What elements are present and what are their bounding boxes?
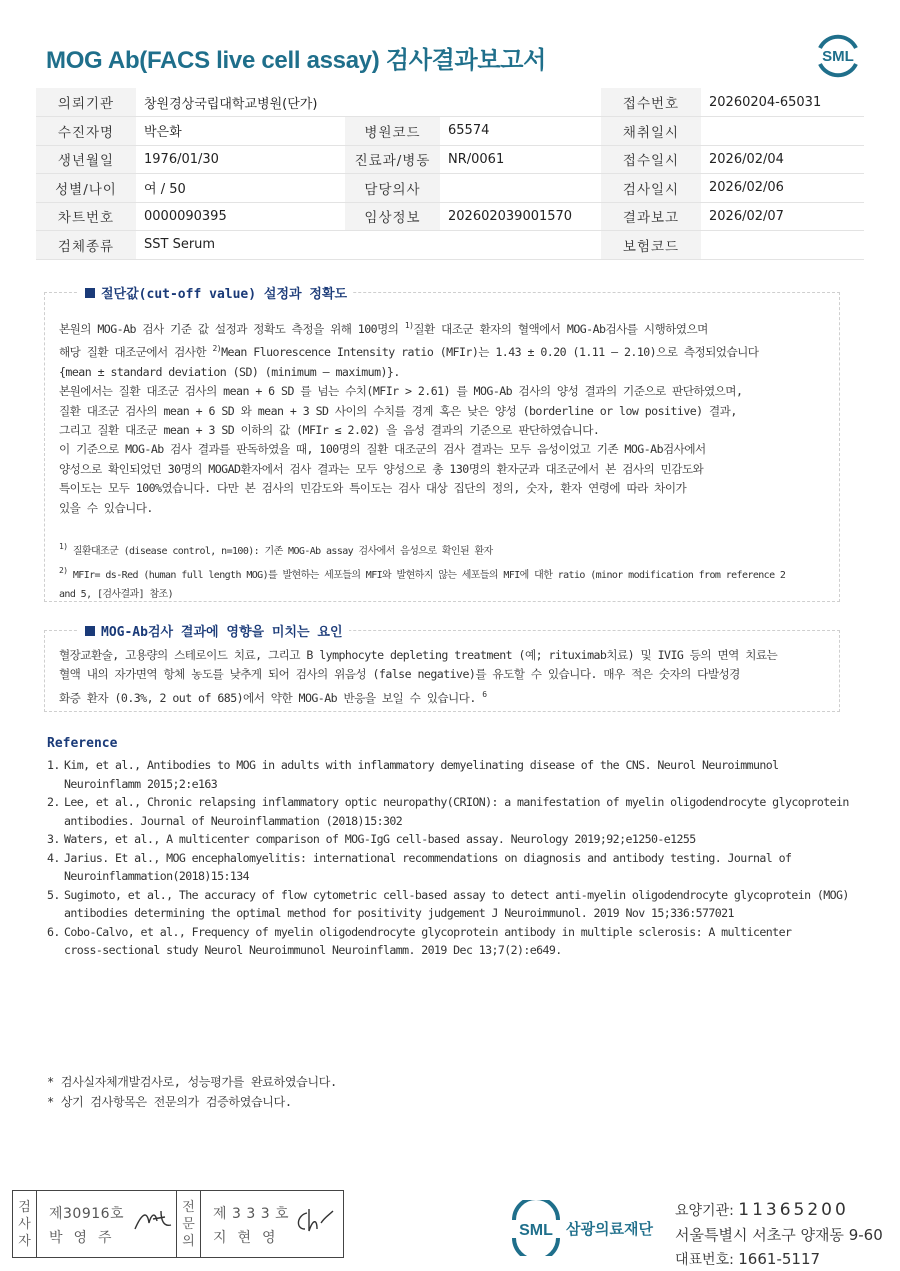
info-label: 담당의사 — [345, 174, 440, 203]
info-label: 성별/나이 — [36, 174, 136, 203]
info-value — [701, 231, 864, 260]
phone: 대표번호: 1661-5117 — [675, 1250, 821, 1268]
info-label: 의뢰기관 — [36, 88, 136, 117]
handwritten-signature-icon — [131, 1205, 175, 1235]
info-value: 창원경상국립대학교병원(단가) — [136, 88, 601, 117]
tester-name: 박영주 — [49, 1230, 123, 1246]
info-value: SST Serum — [136, 231, 601, 260]
info-value: 2026/02/06 — [701, 174, 864, 203]
para-line: 이 기준으로 MOG-Ab 검사 결과를 판독하였을 때, 100명의 질환 대조군의 검사 결과는 모두 음성이었고 기존 MOG-Ab검사에서 — [59, 442, 706, 457]
para-line: 혈액 내의 자가면역 항체 농도를 낮추게 되어 검사의 위음성 (false negative)를 유도할 수 있습니다. 매우 적은 숫자의 다발성경 — [59, 667, 740, 682]
para-line: {mean ± standard deviation (SD) (minimum – maximum)}. — [59, 364, 400, 379]
info-row — [36, 117, 864, 146]
patient-info-table — [36, 88, 864, 260]
info-label: 임상정보 — [345, 202, 440, 231]
info-row — [36, 145, 864, 174]
info-row — [36, 202, 864, 231]
factors-section — [44, 625, 840, 712]
reference-item: 5. Sugimoto, et al., The accuracy of flow cytometric cell-based assay to detect anti-myelin oligodendrocyte glycoprotein (MOG) antibodies determining the optimal method for positivity judgement J Neuroimmunol. 2019 Nov 15;336:577021 — [47, 887, 849, 920]
footnote: $^{2)}$ MFIr= ds-Red (human full length MOG)를 발현하는 세포들의 MFI와 발현하지 않는 세포들의 MFI에 대한 ratio (minor modification from reference 2 — [59, 566, 786, 581]
footnotes — [59, 537, 831, 604]
footnote: $^{1)}$ 질환대조군 (disease control, n=100): 기존 MOG-Ab assay 검사에서 음성으로 확인된 환자 — [59, 542, 493, 557]
reference-item: 1. Kim, et al., Antibodies to MOG in adults with inflammatory demyelinating disease of the CNS. Neurol Neuroimmunol Neuroinflamm 2015;2:e163 — [47, 758, 779, 791]
foundation-logo-icon — [510, 1200, 660, 1256]
organization-info — [675, 1198, 883, 1271]
info-label: 진료과/병동 — [345, 145, 440, 174]
info-value: NR/0061 — [440, 145, 601, 174]
info-label: 생년월일 — [36, 145, 136, 174]
section-heading — [77, 283, 353, 302]
info-value — [701, 117, 864, 146]
info-value: 0000090395 — [136, 202, 345, 231]
institution-code: 요양기관: 11365200 — [675, 1200, 849, 1220]
foundation-name: 삼광의료재단 — [566, 1220, 653, 1238]
signature-box — [12, 1190, 344, 1258]
cutoff-paragraph — [59, 316, 829, 518]
reference-item: 6. Cobo-Calvo, et al., Frequency of myelin oligodendrocyte glycoprotein antibody in multiple sclerosis: A multicenter cross-sectional study Neurol Neuroimmunol Neuroinflamm. 2019 Dec 13;7(2):e649. — [47, 924, 792, 957]
handwritten-signature-icon — [293, 1205, 337, 1235]
info-label: 병원코드 — [345, 117, 440, 146]
tester-license: 제30916호 — [49, 1206, 125, 1222]
info-label: 접수일시 — [601, 145, 701, 174]
info-label: 접수번호 — [601, 88, 701, 117]
info-value: 1976/01/30 — [136, 145, 345, 174]
specialist-label: 전 문 의 — [177, 1191, 201, 1257]
para-line: 본원에서는 질환 대조군 검사의 mean + 6 SD 를 넘는 수치(MFIr > 2.61) 를 MOG-Ab 검사의 양성 결과의 기준으로 판단하였으며, — [59, 384, 743, 399]
info-label: 차트번호 — [36, 202, 136, 231]
para-line: 있을 수 있습니다. — [59, 500, 153, 515]
para-line: 양성으로 확인되었던 30명의 MOGAD환자에서 검사 결과는 모두 양성으로 총 130명의 환자군과 대조군에서 본 검사의 민감도와 — [59, 461, 704, 476]
section-heading-text: MOG-Ab검사 결과에 영향을 미치는 요인 — [101, 625, 343, 640]
reference-item: 4. Jarius. Et al., MOG encephalomyelitis: international recommendations on diagnosis and antibody testing. Journal of Neuroinflammation(2018)15:134 — [47, 850, 792, 883]
cutoff-section — [44, 287, 840, 602]
address: 서울특별시 서초구 양재동 9-60 — [675, 1226, 883, 1244]
info-row — [36, 231, 864, 260]
info-row — [36, 88, 864, 117]
footnote: and 5, [검사결과] 참조) — [59, 589, 173, 600]
info-label: 수진자명 — [36, 117, 136, 146]
info-value: 여 / 50 — [136, 174, 345, 203]
reference-title: Reference — [47, 736, 118, 751]
tester-signature — [37, 1191, 177, 1257]
note-line: * 검사실자체개발검사로, 성능평가를 완료하였습니다. — [47, 1075, 337, 1089]
info-label: 보험코드 — [601, 231, 701, 260]
info-label: 결과보고 — [601, 202, 701, 231]
reference-item: 2. Lee, et al., Chronic relapsing inflammatory optic neuropathy(CRION): a manifestation of myelin oligodendrocyte glycoprotein antibodies. Journal of Neuroinflammation (2018)15:302 — [47, 795, 849, 828]
sml-logo-icon — [812, 30, 864, 78]
para-line: 혈장교환술, 고용량의 스테로이드 치료, 그리고 B lymphocyte depleting treatment (예; rituximab치료) 및 IVIG 등의 면역 치료는 — [59, 648, 778, 662]
info-row — [36, 174, 864, 203]
square-bullet-icon — [85, 288, 95, 298]
reference-list — [47, 756, 849, 960]
section-heading-text: 절단값(cut-off value) 설정과 정확도 — [101, 287, 348, 302]
para-line: 질환 대조군 검사의 mean + 6 SD 와 mean + 3 SD 사이의 수치를 경계 혹은 낮은 양성 (borderline or low positive) 결과, — [59, 403, 737, 418]
info-label: 검체종류 — [36, 231, 136, 260]
info-value: 2026/02/07 — [701, 202, 864, 231]
section-heading — [77, 621, 349, 640]
info-value: 20260204-65031 — [701, 88, 864, 117]
para-line: 특이도는 모두 100%였습니다. 다만 본 검사의 민감도와 특이도는 검사 대상 집단의 정의, 숫자, 환자 연령에 따라 차이가 — [59, 481, 687, 496]
specialist-name: 지현영 — [213, 1230, 287, 1246]
para-line: 본원의 MOG-Ab 검사 기준 값 설정과 정확도 측정을 위해 100명의 $^{1)}$질환 대조군 환자의 혈액에서 MOG-Ab검사를 시행하였으며 — [59, 321, 708, 336]
tester-label: 검 사 자 — [13, 1191, 37, 1257]
specialist-signature — [201, 1191, 343, 1257]
info-value: 65574 — [440, 117, 601, 146]
reference-item: 3. Waters, et al., A multicenter comparison of MOG-IgG cell-based assay. Neurology 2019;92;e1250-e1255 — [47, 832, 696, 846]
specialist-license: 제 3 3 3 호 — [213, 1206, 290, 1222]
factors-paragraph — [59, 646, 829, 708]
report-title: MOG Ab(FACS live cell assay) 검사결과보고서 — [46, 47, 547, 74]
para-line: 해당 질환 대조군에서 검사한 $^{2)}$Mean Fluorescence Intensity ratio (MFIr)는 1.43 ± 0.20 (1.11 – 2.10)으로 측정되었습니다 — [59, 344, 759, 360]
info-value: 2026/02/04 — [701, 145, 864, 174]
logo-text: SML — [519, 1222, 553, 1239]
info-value — [440, 174, 601, 203]
logo-text: SML — [822, 48, 854, 65]
square-bullet-icon — [85, 626, 95, 636]
info-label: 검사일시 — [601, 174, 701, 203]
info-label: 채취일시 — [601, 117, 701, 146]
info-value: 박은화 — [136, 117, 345, 146]
para-line: 그리고 질환 대조군 mean + 3 SD 이하의 값 (MFIr ≤ 2.02) 을 음성 결과의 기준으로 판단하였습니다. — [59, 423, 600, 438]
notes — [47, 1073, 337, 1112]
para-line: 화증 환자 (0.3%, 2 out of 685)에서 약한 MOG-Ab 반응을 보일 수 있습니다. $^6$ — [59, 689, 487, 705]
note-line: * 상기 검사항목은 전문의가 검증하였습니다. — [47, 1094, 292, 1109]
info-value: 202602039001570 — [440, 202, 601, 231]
